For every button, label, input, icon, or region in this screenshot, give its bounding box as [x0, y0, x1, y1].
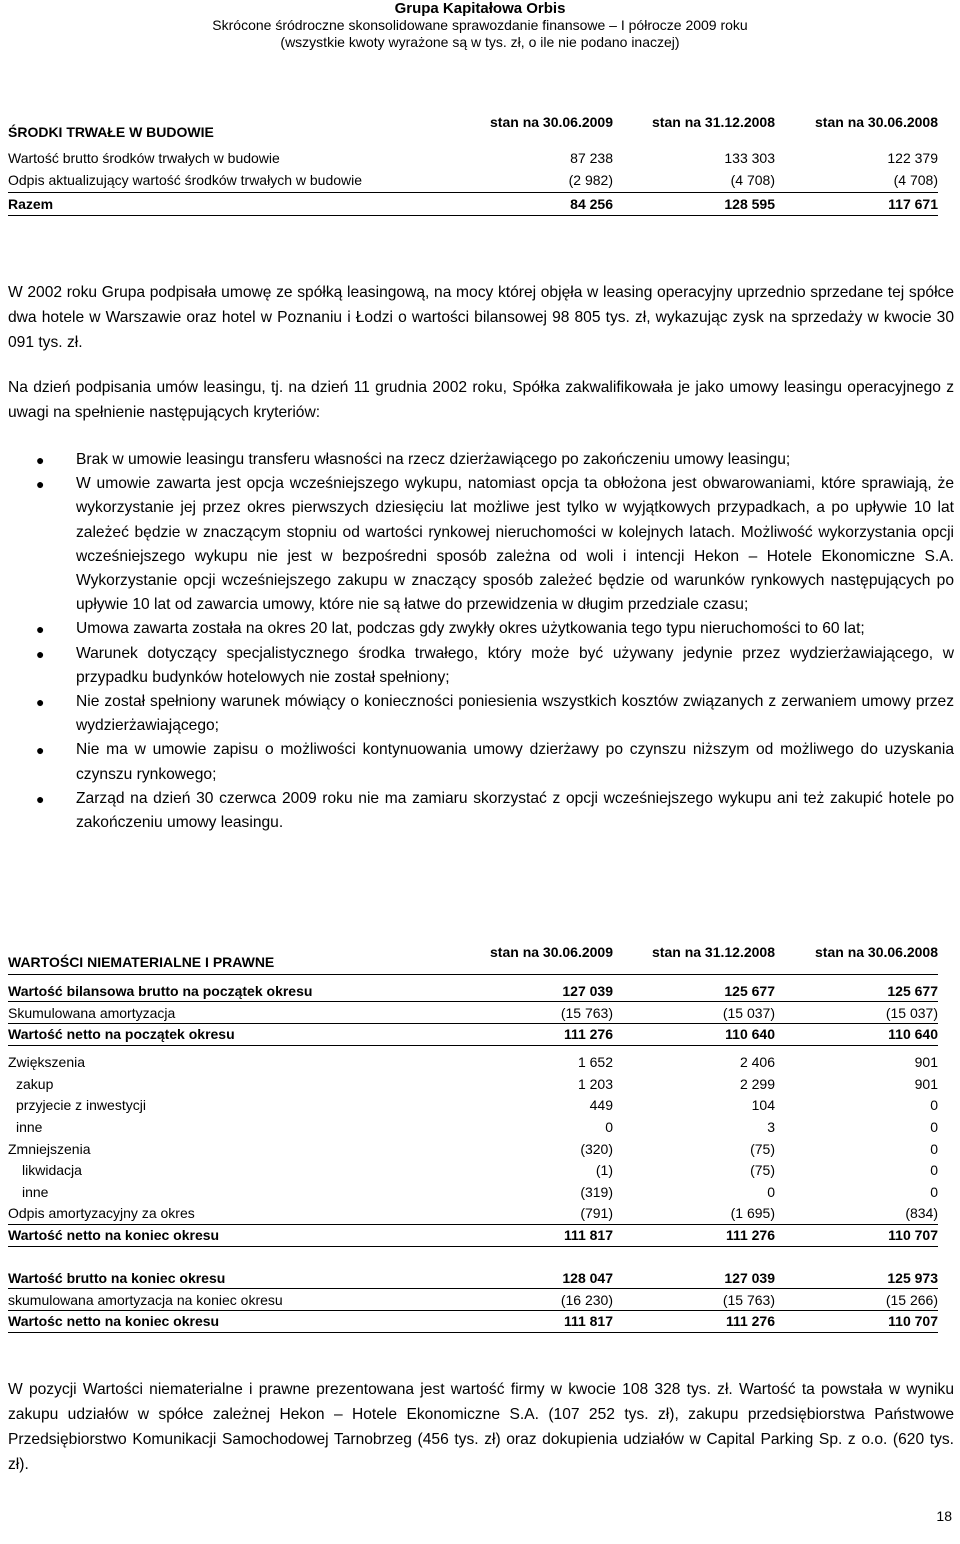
cell-value: 127 039 — [613, 1267, 775, 1289]
cell-value: (4 708) — [613, 169, 775, 192]
list-item-text: Warunek dotyczący specjalistycznego środka trwałego, który może być używany jedynie przez wydzierżawiającego, w przypadku budynków hotelowych nie został spełniony; — [76, 644, 954, 686]
cell-value: 1 203 — [577, 1075, 613, 1092]
list-item — [8, 690, 954, 738]
list-item-text: W umowie zawarta jest opcja wcześniejszego wykupu, natomiast opcja ta obłożona jest obwarowaniami, które sprawiają, że wykorzystanie jej przez okres pierwszych dziesięciu lat możliwe jest tylko w wyjątkowych przypadkach, a po upływie 10 lat zależeć będzie w znaczącym stopniu od wartości rynkowej nieruchomości w kolejnych latach. Możliwość wykorzystania opcji wcześniejszego wykupu nie jest w bezpośredni sposób zależna od woli i intencji Hekon – Hotele Ekonomiczne S.A. Wykorzystanie opcji wcześniejszego zakupu w znaczący sposób zależeć będzie od warunków rynkowych następujących po upływie 10 lat od zawarcia umowy, które nie są łatwe do przewidzenia w długim przedziale czasu; — [76, 475, 954, 614]
table-row — [8, 1116, 938, 1138]
table-row — [8, 146, 938, 169]
cell-value: 901 — [914, 1075, 938, 1092]
list-item-text: Nie został spełniony warunek mówiący o konieczności poniesienia wszystkich kosztów związanych z zerwaniem umowy przez wydzierżawiającego; — [76, 693, 954, 735]
row-label: Razem — [8, 192, 463, 215]
row-label: Wartość brutto na koniec okresu — [8, 1267, 463, 1289]
cell-value: 111 817 — [463, 1311, 613, 1333]
cell-value: 3 — [767, 1118, 775, 1135]
cell-value: 125 973 — [775, 1267, 938, 1289]
column-header: stan na 31.12.2008 — [652, 114, 775, 130]
amounts-note: (wszystkie kwoty wyrażone są w tys. zł, o ile nie podano inaczej) — [280, 34, 680, 50]
cell-value: 0 — [767, 1184, 775, 1201]
table-row — [8, 1225, 938, 1247]
cell-value: 0 — [930, 1118, 938, 1135]
cell-value: 128 595 — [613, 192, 775, 215]
intangible-assets-table — [8, 944, 938, 1333]
cell-value: (320) — [580, 1140, 613, 1157]
row-label: Skumulowana amortyzacja — [8, 1002, 463, 1024]
cell-value: (319) — [580, 1184, 613, 1201]
report-subtitle: Skrócone śródroczne skonsolidowane sprawozdanie finansowe – I półrocze 2009 roku — [212, 17, 748, 33]
cell-value: 111 276 — [463, 1023, 613, 1045]
row-label: Zwiększenia — [8, 1053, 86, 1070]
table-row — [8, 1267, 938, 1289]
row-label: przyjecie z inwestycji — [16, 1097, 146, 1114]
table-header-row — [8, 114, 938, 146]
cell-value: (2 982) — [463, 169, 613, 192]
cell-value: 104 — [751, 1097, 775, 1114]
cell-value: 2 299 — [739, 1075, 775, 1092]
row-label: Odpis aktualizujący wartość środków trwałych w budowie — [8, 169, 463, 192]
table-row — [8, 1160, 938, 1182]
criteria-intro-paragraph: Na dzień podpisania umów leasingu, tj. na dzień 11 grudnia 2002 roku, Spółka zakwalifikowała je jako umowy leasingu operacyjnego z uwagi na spełnienie następujących kryteriów: — [8, 379, 954, 421]
cell-value: 110 707 — [775, 1311, 938, 1333]
table-row — [8, 169, 938, 192]
leasing-paragraph: W 2002 roku Grupa podpisała umowę ze spółką leasingową, na mocy której objęła w leasing operacyjny uprzednio sprzedane tej spółce dwa hotele w Warszawie oraz hotel w Poznaniu i Łodzi o wartości bilansowej 98 805 tys. zł, wykazując zysk na sprzedaży w kwocie 30 091 tys. zł. — [8, 284, 954, 351]
table-row — [8, 1051, 938, 1073]
bullet-icon: ● — [36, 742, 45, 759]
list-item-text: Zarząd na dzień 30 czerwca 2009 roku nie ma zamiaru skorzystać z opcji wcześniejszego wykupu ani też zakupić hotele po zakończeniu umowy leasingu. — [76, 789, 954, 832]
column-header: stan na 30.06.2008 — [815, 114, 938, 130]
column-header: stan na 30.06.2009 — [490, 114, 613, 130]
row-label: inne — [22, 1184, 49, 1201]
cell-value: 110 640 — [613, 1023, 775, 1045]
construction-in-progress-table — [8, 114, 938, 216]
list-item-text: Nie ma w umowie zapisu o możliwości kontynuowania umowy dzierżawy po czynszu niższym od możliwego do uzyskania czynszu rynkowego; — [76, 741, 954, 783]
bullet-icon: ● — [36, 645, 45, 662]
cell-value: 87 238 — [570, 149, 613, 166]
cell-value: 133 303 — [724, 149, 775, 166]
list-item — [8, 617, 954, 641]
table-title: WARTOŚCI NIEMATERIALNE I PRAWNE — [8, 944, 463, 974]
cell-value: 0 — [930, 1184, 938, 1201]
cell-value: 0 — [605, 1118, 613, 1135]
table-row — [8, 1203, 938, 1225]
bullet-icon: ● — [36, 476, 45, 493]
spacer-row — [8, 1246, 938, 1267]
cell-value: (15 266) — [775, 1289, 938, 1311]
table-row — [8, 1023, 938, 1045]
row-label: Wartość netto na początek okresu — [8, 1023, 463, 1045]
table-row — [8, 1311, 938, 1333]
row-label: inne — [16, 1118, 43, 1135]
column-header: stan na 31.12.2008 — [613, 944, 775, 974]
cell-value: 0 — [930, 1097, 938, 1114]
list-item-text: Umowa zawarta została na okres 20 lat, podczas gdy zwykły okres użytkowania tego typu nieruchomości to 60 lat; — [76, 620, 865, 638]
bullet-icon: ● — [36, 621, 45, 638]
table-row — [8, 1289, 938, 1311]
cell-value: 449 — [589, 1097, 613, 1114]
row-label: Zmniejszenia — [8, 1140, 91, 1157]
cell-value: 0 — [930, 1162, 938, 1179]
cell-value: (15 037) — [775, 1002, 938, 1024]
cell-value: (75) — [750, 1162, 775, 1179]
table-row — [8, 1073, 938, 1095]
row-label: Odpis amortyzacyjny za okres — [8, 1203, 463, 1225]
table-row — [8, 1094, 938, 1116]
cell-value: 117 671 — [775, 192, 938, 215]
report-header — [0, 0, 960, 51]
cell-value: 110 707 — [775, 1225, 938, 1247]
cell-value: (16 230) — [463, 1289, 613, 1311]
row-label: likwidacja — [22, 1162, 82, 1179]
table-row — [8, 1138, 938, 1160]
table-row — [8, 1181, 938, 1203]
cell-value: 127 039 — [463, 980, 613, 1002]
page-number: 18 — [936, 1508, 952, 1524]
row-label: skumulowana amortyzacja na koniec okresu — [8, 1289, 463, 1311]
table-row — [8, 1002, 938, 1024]
cell-value: (15 763) — [613, 1289, 775, 1311]
cell-value: 110 640 — [775, 1023, 938, 1045]
cell-value: (791) — [463, 1203, 613, 1225]
cell-value: 1 652 — [577, 1053, 613, 1070]
table-header-row — [8, 944, 938, 974]
cell-value: 2 406 — [739, 1053, 775, 1070]
cell-value: 122 379 — [887, 149, 938, 166]
row-label: Wartość bilansowa brutto na początek okresu — [8, 980, 463, 1002]
cell-value: 125 677 — [613, 980, 775, 1002]
column-header: stan na 30.06.2009 — [463, 944, 613, 974]
cell-value: (834) — [775, 1203, 938, 1225]
cell-value: 84 256 — [463, 192, 613, 215]
bullet-icon: ● — [36, 452, 45, 468]
cell-value: 125 677 — [775, 980, 938, 1002]
cell-value: (1) — [595, 1162, 613, 1179]
criteria-list — [8, 448, 954, 835]
cell-value: (1 695) — [613, 1203, 775, 1225]
cell-value: 128 047 — [463, 1267, 613, 1289]
list-item — [8, 472, 954, 617]
bullet-icon: ● — [36, 694, 45, 711]
cell-value: (75) — [750, 1140, 775, 1157]
list-item — [8, 642, 954, 690]
cell-value: (4 708) — [775, 169, 938, 192]
cell-value: 111 276 — [613, 1311, 775, 1333]
row-label: zakup — [16, 1075, 54, 1092]
list-item-text: Brak w umowie leasingu transferu własności na rzecz dzierżawiącego po zakończeniu umowy leasingu; — [76, 451, 791, 468]
row-label: Wartość brutto środków trwałych w budowie — [8, 149, 280, 166]
company-name: Grupa Kapitałowa Orbis — [394, 0, 566, 17]
column-header: stan na 30.06.2008 — [775, 944, 938, 974]
table-title: ŚRODKI TRWAŁE W BUDOWIE — [8, 124, 214, 140]
cell-value: (15 763) — [463, 1002, 613, 1024]
cell-value: 901 — [914, 1053, 938, 1070]
cell-value: (15 037) — [613, 1002, 775, 1024]
cell-value: 111 817 — [463, 1225, 613, 1247]
table-row — [8, 980, 938, 1002]
list-item — [8, 738, 954, 786]
cell-value: 0 — [930, 1140, 938, 1157]
list-item — [8, 448, 954, 472]
goodwill-paragraph: W pozycji Wartości niematerialne i prawne prezentowana jest wartość firmy w kwocie 108 328 tys. zł. Wartość ta powstała w wyniku zakupu udziałów w spółce zależnej Hekon – Hotele Ekonomiczne S.A. (107 252 tys. zł), zakupu przedsiębiorstwa Państwowe Przedsiębiorstwo Komunikacji Samochodowej Tarnobrzeg (456 tys. zł) oraz dokupienia udziałów w Capital Parking Sp. z o.o. (620 tys. zł). — [8, 1381, 954, 1473]
table-total-row — [8, 192, 938, 215]
bullet-icon: ● — [36, 790, 45, 807]
row-label: Wartość netto na koniec okresu — [8, 1225, 463, 1247]
row-label: Wartośc netto na koniec okresu — [8, 1311, 463, 1333]
list-item — [8, 787, 954, 835]
cell-value: 111 276 — [613, 1225, 775, 1247]
